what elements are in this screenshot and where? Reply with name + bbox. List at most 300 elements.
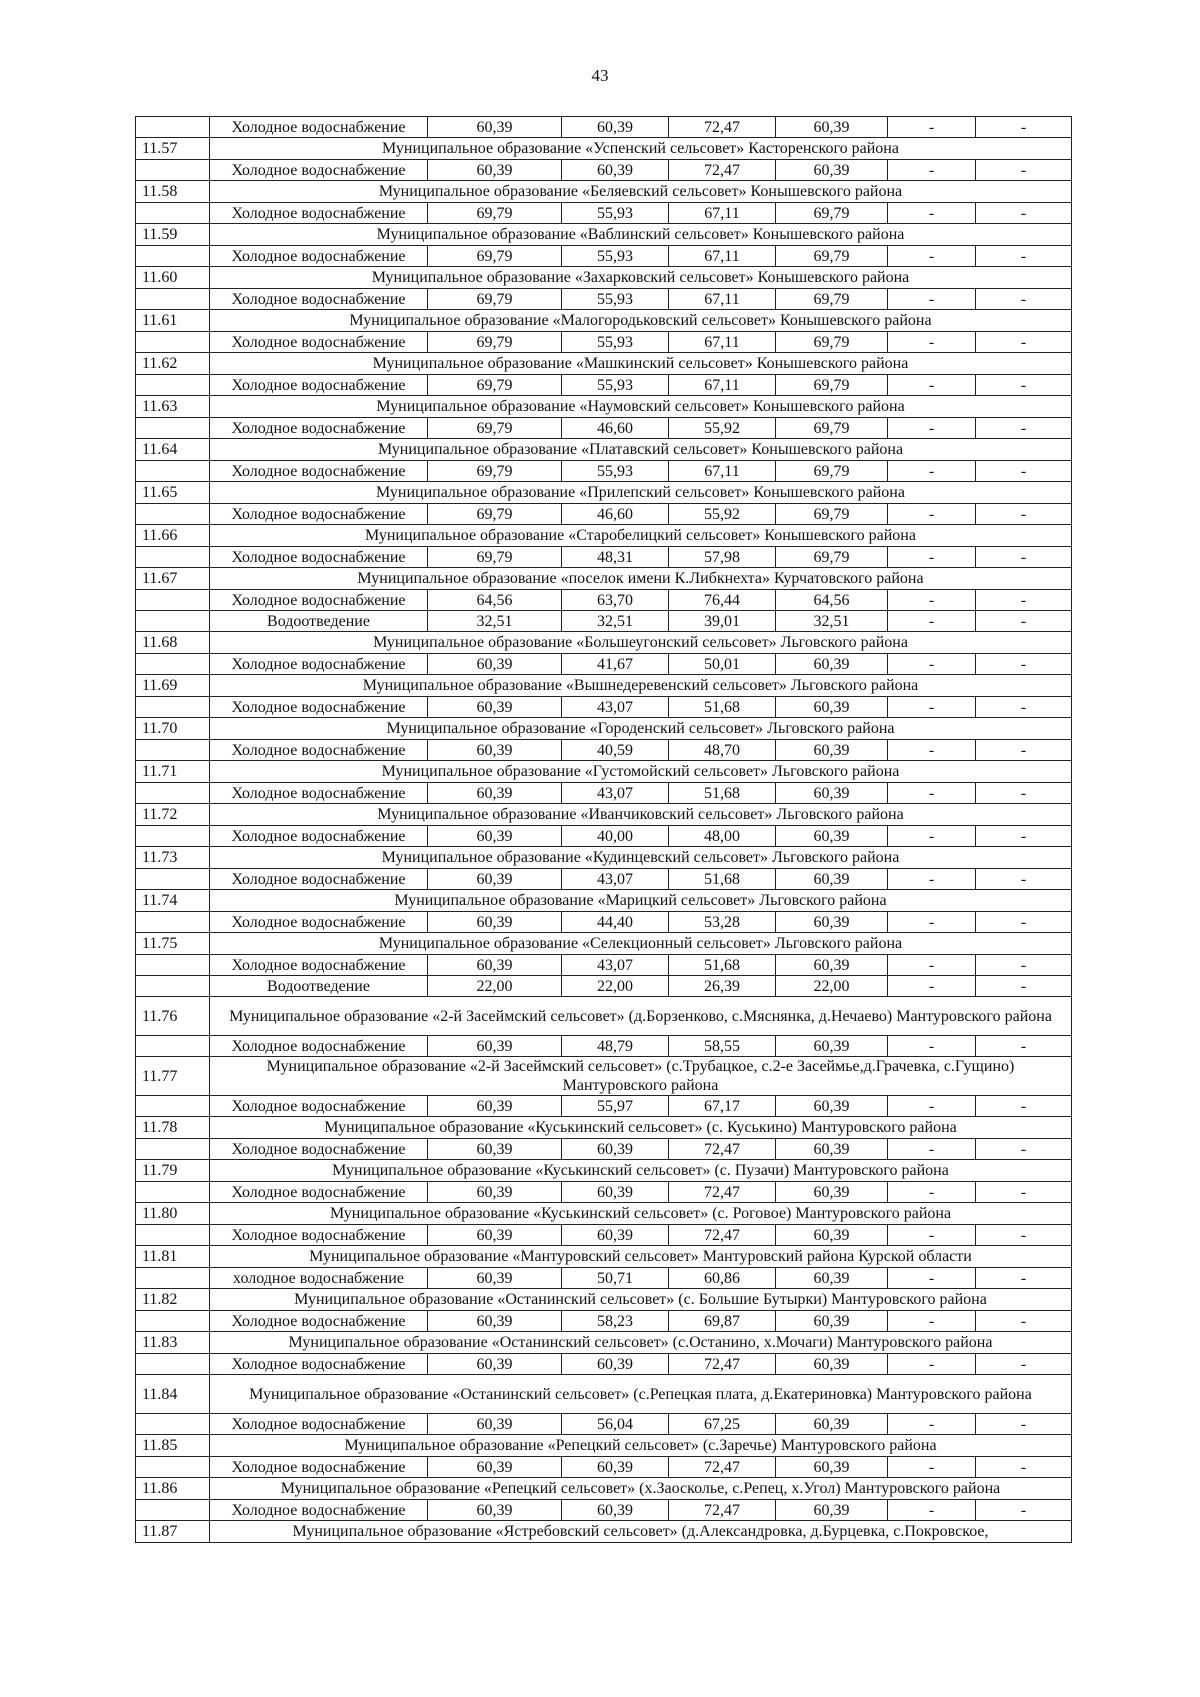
row-number-cell [136,289,210,310]
tariff-value: 72,47 [669,1225,776,1246]
row-number-cell [136,611,210,632]
tariff-value: 60,39 [776,1139,888,1160]
tariff-value: 64,56 [428,590,562,611]
row-number-cell [136,375,210,396]
tariff-value: 55,93 [562,289,669,310]
tariff-value: 60,39 [562,1225,669,1246]
tariff-value: - [888,912,976,933]
tariff-value: 60,39 [428,160,562,181]
tariff-value: - [976,590,1072,611]
table-row [136,1414,1072,1435]
municipality-title: Муниципальное образование «Захарковский сельсовет» Конышевского района [210,267,1072,289]
tariff-value: 72,47 [669,1139,776,1160]
row-number-cell [136,1268,210,1289]
section-header-row [136,310,1072,332]
row-number-cell [136,590,210,611]
tariff-value: - [976,375,1072,396]
tariff-value: 55,93 [562,375,669,396]
tariff-value: 41,67 [562,654,669,675]
table-row [136,912,1072,933]
table-row [136,547,1072,568]
tariff-value: - [976,1225,1072,1246]
table-row [136,418,1072,439]
tariff-value: 69,79 [776,246,888,267]
tariff-value: 60,39 [428,1268,562,1289]
section-header-row [136,482,1072,504]
section-number: 11.61 [136,310,210,332]
row-number-cell [136,203,210,224]
tariff-value: 60,39 [776,1225,888,1246]
tariff-value: 44,40 [562,912,669,933]
tariff-value: 60,39 [776,1268,888,1289]
tariff-value: 50,71 [562,1268,669,1289]
tariff-value: 55,92 [669,418,776,439]
row-number-cell [136,1311,210,1332]
section-number: 11.58 [136,181,210,203]
tariff-value: 60,39 [776,1414,888,1435]
tariff-value: 48,00 [669,826,776,847]
service-name: Холодное водоснабжение [210,1354,428,1375]
tariff-value: 60,39 [428,1182,562,1203]
row-number-cell [136,1457,210,1478]
tariff-value: - [976,697,1072,718]
tariff-value: 69,79 [776,418,888,439]
section-number: 11.57 [136,138,210,160]
page-number: 43 [591,66,609,85]
service-name: Холодное водоснабжение [210,1182,428,1203]
tariff-value: 72,47 [669,1500,776,1521]
table-row [136,1457,1072,1478]
municipality-title: Муниципальное образование «Старобелицкий сельсовет» Конышевского района [210,525,1072,547]
section-header-row [136,439,1072,461]
row-number-cell [136,547,210,568]
tariff-value: - [888,697,976,718]
tariff-value: - [888,461,976,482]
tariff-value: 50,01 [669,654,776,675]
row-number-cell [136,955,210,976]
row-number-cell [136,246,210,267]
section-header-row [136,396,1072,418]
tariff-value: 40,59 [562,740,669,761]
tariff-value: 67,17 [669,1096,776,1117]
tariff-value: 67,25 [669,1414,776,1435]
tariff-value: 60,39 [562,117,669,138]
row-number-cell [136,912,210,933]
tariff-value: 72,47 [669,1182,776,1203]
municipality-title: Муниципальное образование «Ястребовский сельсовет» (д.Александровка, д.Бурцевка, с.Покровское, [210,1521,1072,1543]
service-name: Холодное водоснабжение [210,375,428,396]
municipality-title: Муниципальное образование «Репецкий сельсовет» (с.Заречье) Мантуровского района [210,1435,1072,1457]
table-row [136,160,1072,181]
section-header-row [136,1375,1072,1414]
municipality-title: Муниципальное образование «Успенский сельсовет» Касторенского района [210,138,1072,160]
tariff-value: 60,39 [428,1500,562,1521]
municipality-title: Муниципальное образование «Городенский сельсовет» Льговского района [210,718,1072,740]
tariff-value: 60,39 [562,1354,669,1375]
tariff-value: 60,39 [562,1139,669,1160]
tariff-value: - [976,289,1072,310]
service-name: Холодное водоснабжение [210,912,428,933]
tariff-value: 69,79 [428,289,562,310]
municipality-title: Муниципальное образование «Иванчиковский сельсовет» Льговского района [210,804,1072,826]
tariff-value: - [888,955,976,976]
tariff-value: 51,68 [669,955,776,976]
tariff-value: 60,39 [428,740,562,761]
section-number: 11.86 [136,1478,210,1500]
tariff-value: 57,98 [669,547,776,568]
tariff-value: 26,39 [669,976,776,997]
section-header-row [136,224,1072,246]
tariff-value: - [976,826,1072,847]
tariff-value: 60,39 [776,1500,888,1521]
table-row [136,246,1072,267]
tariff-value: - [976,160,1072,181]
service-name: Холодное водоснабжение [210,203,428,224]
tariff-value: 60,39 [562,1457,669,1478]
tariff-value: 72,47 [669,1457,776,1478]
tariff-value: 72,47 [669,1354,776,1375]
tariff-value: - [976,117,1072,138]
section-number: 11.82 [136,1289,210,1311]
tariff-value: 32,51 [428,611,562,632]
section-number: 11.69 [136,675,210,697]
municipality-title: Муниципальное образование «Кудинцевский сельсовет» Льговского района [210,847,1072,869]
section-number: 11.64 [136,439,210,461]
tariff-value: - [888,1414,976,1435]
tariff-table [135,116,1072,1543]
section-header-row [136,181,1072,203]
tariff-value: 46,60 [562,418,669,439]
tariff-value: - [976,976,1072,997]
tariff-value: - [976,461,1072,482]
section-number: 11.73 [136,847,210,869]
tariff-value: - [976,418,1072,439]
table-row [136,1036,1072,1057]
tariff-value: 69,79 [776,375,888,396]
section-number: 11.70 [136,718,210,740]
tariff-value: - [888,246,976,267]
tariff-value: 69,79 [776,547,888,568]
section-number: 11.62 [136,353,210,375]
municipality-title: Муниципальное образование «Машкинский сельсовет» Конышевского района [210,353,1072,375]
table-row [136,203,1072,224]
section-header-row [136,138,1072,160]
tariff-value: 60,39 [776,1036,888,1057]
table-row [136,332,1072,353]
tariff-value: 60,39 [776,783,888,804]
tariff-value: 76,44 [669,590,776,611]
section-number: 11.79 [136,1160,210,1182]
tariff-value: 63,70 [562,590,669,611]
municipality-title: Муниципальное образование «Куськинский сельсовет» (с. Куськино) Мантуровского района [210,1117,1072,1139]
row-number-cell [136,1036,210,1057]
tariff-value: - [976,654,1072,675]
section-number: 11.60 [136,267,210,289]
tariff-value: 67,11 [669,461,776,482]
section-number: 11.66 [136,525,210,547]
row-number-cell [136,332,210,353]
tariff-value: 48,79 [562,1036,669,1057]
table-row [136,504,1072,525]
service-name: Холодное водоснабжение [210,697,428,718]
section-header-row [136,997,1072,1036]
row-number-cell [136,654,210,675]
row-number-cell [136,740,210,761]
row-number-cell [136,976,210,997]
table-row [136,826,1072,847]
tariff-value: - [888,117,976,138]
tariff-value: 60,39 [428,1139,562,1160]
tariff-value: - [888,1096,976,1117]
tariff-value: - [888,289,976,310]
table-row [136,611,1072,632]
tariff-value: 40,00 [562,826,669,847]
service-name: Холодное водоснабжение [210,332,428,353]
tariff-value: 58,23 [562,1311,669,1332]
tariff-value: 60,39 [428,1096,562,1117]
tariff-value: 55,93 [562,203,669,224]
tariff-value: 60,39 [776,160,888,181]
section-number: 11.72 [136,804,210,826]
municipality-title: Муниципальное образование «Куськинский сельсовет» (с. Пузачи) Мантуровского района [210,1160,1072,1182]
tariff-value: 60,39 [776,117,888,138]
section-number: 11.77 [136,1057,210,1096]
service-name: Холодное водоснабжение [210,590,428,611]
table-row [136,117,1072,138]
tariff-value: 60,39 [776,912,888,933]
section-header-row [136,1478,1072,1500]
tariff-value: 60,39 [776,1311,888,1332]
section-header-row [136,1435,1072,1457]
tariff-value: 60,39 [776,1182,888,1203]
section-header-row [136,1160,1072,1182]
tariff-value: 43,07 [562,955,669,976]
municipality-title: Муниципальное образование «Прилепский сельсовет» Конышевского района [210,482,1072,504]
tariff-value: 69,79 [776,332,888,353]
tariff-value: 43,07 [562,783,669,804]
tariff-value: 60,39 [428,912,562,933]
section-number: 11.71 [136,761,210,783]
tariff-value: 46,60 [562,504,669,525]
tariff-value: 48,31 [562,547,669,568]
tariff-value: 60,39 [776,1354,888,1375]
municipality-title: Муниципальное образование «Малогородьковский сельсовет» Конышевского района [210,310,1072,332]
section-header-row [136,568,1072,590]
tariff-value: - [888,611,976,632]
tariff-value: - [888,375,976,396]
tariff-value: - [888,1354,976,1375]
row-number-cell [136,869,210,890]
row-number-cell [136,461,210,482]
tariff-value: 69,79 [428,203,562,224]
tariff-value: 60,39 [428,955,562,976]
service-name: Холодное водоснабжение [210,160,428,181]
tariff-value: 60,39 [428,1414,562,1435]
table-row [136,1268,1072,1289]
row-number-cell [136,160,210,181]
tariff-value: - [888,1268,976,1289]
tariff-value: 60,39 [428,697,562,718]
tariff-value: 69,79 [428,332,562,353]
tariff-value: 51,68 [669,697,776,718]
row-number-cell [136,826,210,847]
row-number-cell [136,504,210,525]
service-name: Холодное водоснабжение [210,504,428,525]
table-row [136,375,1072,396]
tariff-value: 67,11 [669,246,776,267]
tariff-value: 60,39 [776,869,888,890]
service-name: Холодное водоснабжение [210,1036,428,1057]
row-number-cell [136,117,210,138]
row-number-cell [136,1096,210,1117]
row-number-cell [136,1182,210,1203]
tariff-value: 60,39 [562,160,669,181]
tariff-value: - [976,740,1072,761]
tariff-value: 67,11 [669,289,776,310]
tariff-value: - [888,1182,976,1203]
table-row [136,955,1072,976]
tariff-value: 60,39 [428,1311,562,1332]
section-number: 11.80 [136,1203,210,1225]
tariff-value: 60,39 [428,654,562,675]
tariff-value: 60,39 [428,826,562,847]
tariff-value: 69,79 [428,375,562,396]
tariff-value: - [888,654,976,675]
tariff-value: 60,39 [428,117,562,138]
tariff-value: 60,39 [562,1182,669,1203]
tariff-value: 69,79 [776,461,888,482]
tariff-value: 60,39 [428,1225,562,1246]
tariff-value: - [976,1311,1072,1332]
section-number: 11.67 [136,568,210,590]
tariff-value: 58,55 [669,1036,776,1057]
tariff-value: - [976,1457,1072,1478]
tariff-value: 72,47 [669,160,776,181]
tariff-value: 55,97 [562,1096,669,1117]
municipality-title: Муниципальное образование «Мантуровский сельсовет» Мантуровский района Курской области [210,1246,1072,1268]
tariff-value: 67,11 [669,203,776,224]
tariff-value: 67,11 [669,332,776,353]
tariff-value: - [976,504,1072,525]
table-row [136,740,1072,761]
section-number: 11.81 [136,1246,210,1268]
tariff-value: 60,39 [776,1096,888,1117]
municipality-title: Муниципальное образование «Ваблинский сельсовет» Конышевского района [210,224,1072,246]
tariff-value: 48,70 [669,740,776,761]
tariff-value: - [888,869,976,890]
tariff-value: 60,86 [669,1268,776,1289]
section-number: 11.76 [136,997,210,1036]
tariff-value: 32,51 [776,611,888,632]
tariff-value: 60,39 [776,1457,888,1478]
section-header-row [136,353,1072,375]
tariff-value: 22,00 [562,976,669,997]
service-name: Холодное водоснабжение [210,1414,428,1435]
service-name: Холодное водоснабжение [210,461,428,482]
municipality-title: Муниципальное образование «Останинский сельсовет» (с. Большие Бутырки) Мантуровского района [210,1289,1072,1311]
table-row [136,783,1072,804]
row-number-cell [136,1225,210,1246]
section-header-row [136,761,1072,783]
tariff-value: 55,93 [562,332,669,353]
service-name: Холодное водоснабжение [210,1457,428,1478]
service-name: Холодное водоснабжение [210,869,428,890]
tariff-value: 69,79 [428,418,562,439]
tariff-value: 60,39 [428,783,562,804]
section-header-row [136,1332,1072,1354]
section-header-row [136,675,1072,697]
tariff-value: 55,93 [562,246,669,267]
tariff-value: - [976,1268,1072,1289]
table-row [136,869,1072,890]
tariff-value: 60,39 [428,1354,562,1375]
section-header-row [136,1203,1072,1225]
service-name: Холодное водоснабжение [210,783,428,804]
section-number: 11.59 [136,224,210,246]
tariff-value: - [976,547,1072,568]
tariff-value: - [976,246,1072,267]
table-row [136,1182,1072,1203]
tariff-value: 56,04 [562,1414,669,1435]
service-name: Холодное водоснабжение [210,740,428,761]
service-name: Холодное водоснабжение [210,1311,428,1332]
municipality-title: Муниципальное образование «Селекционный сельсовет» Льговского района [210,933,1072,955]
tariff-value: - [888,547,976,568]
section-header-row [136,1246,1072,1268]
tariff-value: - [888,203,976,224]
table-row [136,289,1072,310]
municipality-title: Муниципальное образование «Останинский сельсовет» (с.Репецкая плата, д.Екатериновка) Мантуровского района [210,1375,1072,1414]
tariff-value: - [888,1457,976,1478]
tariff-value: 60,39 [776,955,888,976]
service-name: Водоотведение [210,976,428,997]
tariff-value: - [976,611,1072,632]
service-name: Холодное водоснабжение [210,547,428,568]
municipality-title: Муниципальное образование «Куськинский сельсовет» (с. Роговое) Мантуровского района [210,1203,1072,1225]
service-name: Водоотведение [210,611,428,632]
tariff-value: 69,87 [669,1311,776,1332]
section-number: 11.63 [136,396,210,418]
section-number: 11.78 [136,1117,210,1139]
tariff-value: - [976,203,1072,224]
service-name: Холодное водоснабжение [210,826,428,847]
section-header-row [136,267,1072,289]
tariff-value: - [888,740,976,761]
municipality-title: Муниципальное образование «Густомойский сельсовет» Льговского района [210,761,1072,783]
section-header-row [136,1521,1072,1543]
tariff-value: - [888,504,976,525]
table-row [136,1225,1072,1246]
tariff-value: 43,07 [562,869,669,890]
section-number: 11.74 [136,890,210,912]
municipality-title: Муниципальное образование «поселок имени К.Либкнехта» Курчатовского района [210,568,1072,590]
tariff-value: - [976,1139,1072,1160]
tariff-value: 60,39 [428,1036,562,1057]
municipality-title: Муниципальное образование «Беляевский сельсовет» Конышевского района [210,181,1072,203]
row-number-cell [136,1354,210,1375]
municipality-title: Муниципальное образование «Наумовский сельсовет» Конышевского района [210,396,1072,418]
table-row [136,1311,1072,1332]
tariff-value: - [888,1311,976,1332]
table-row [136,590,1072,611]
tariff-value: 69,79 [428,504,562,525]
tariff-value: 60,39 [428,869,562,890]
tariff-value: - [888,783,976,804]
service-name: Холодное водоснабжение [210,289,428,310]
section-number: 11.75 [136,933,210,955]
table-row [136,1500,1072,1521]
row-number-cell [136,1139,210,1160]
